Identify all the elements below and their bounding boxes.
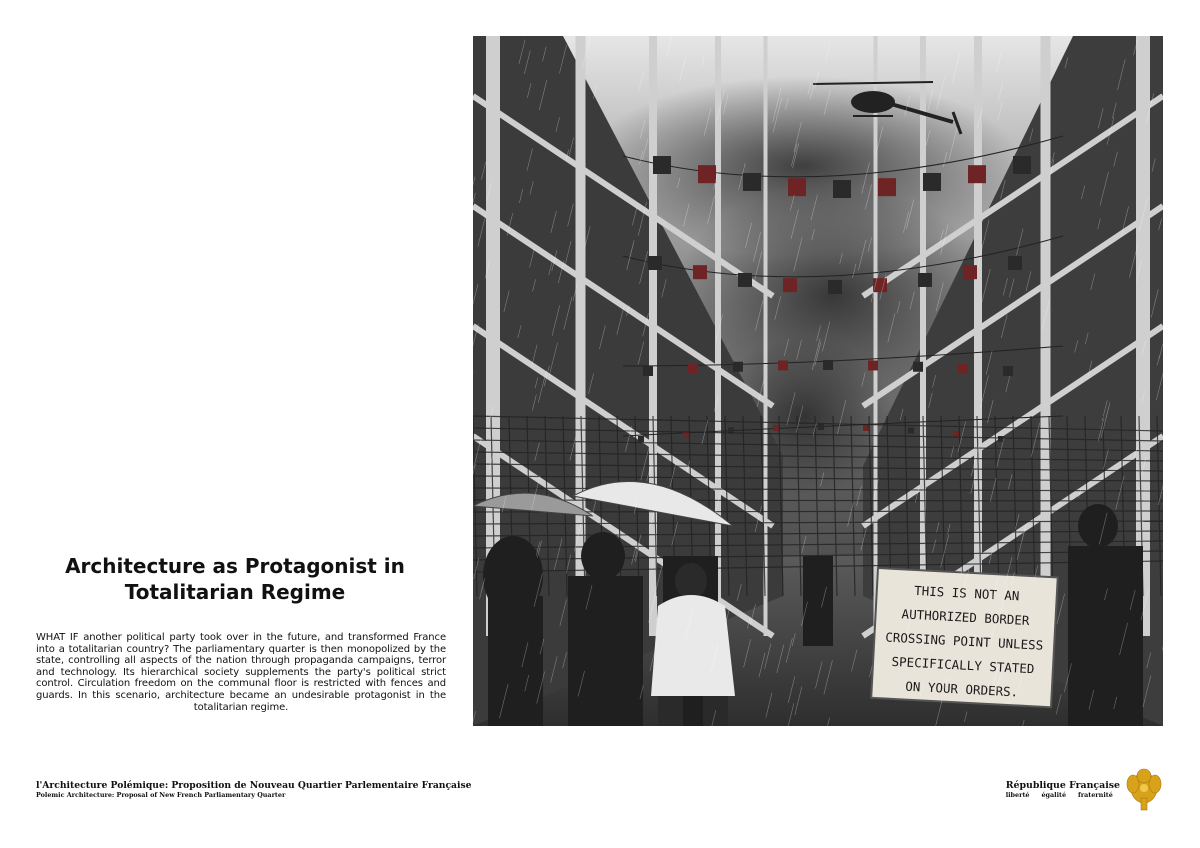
sign-text-line: THIS IS NOT AN bbox=[913, 582, 1020, 604]
motto-word: liberté bbox=[1005, 791, 1030, 799]
motto-word: fraternité bbox=[1078, 791, 1113, 799]
title-line-1: Architecture as Protagonist in bbox=[65, 554, 405, 578]
bunting-flag bbox=[643, 366, 653, 376]
bunting-flag bbox=[738, 273, 752, 287]
bunting-flag bbox=[693, 265, 707, 279]
bunting-flag bbox=[913, 362, 923, 372]
bunting-flag bbox=[698, 165, 716, 183]
bunting-flag bbox=[733, 362, 743, 372]
bunting-flag bbox=[863, 425, 869, 431]
republic-name: République Française bbox=[1005, 780, 1120, 791]
sign-text-line: CROSSING POINT UNLESS bbox=[884, 629, 1044, 653]
project-title-french: l'Architecture Polémique: Proposition de Nouveau Quartier Parlementaire Française bbox=[36, 780, 472, 791]
bunting-flag bbox=[823, 360, 833, 370]
page-title bbox=[40, 553, 430, 605]
republic-emblem-icon bbox=[1124, 768, 1164, 812]
bunting-flag bbox=[788, 178, 806, 196]
bunting-flag bbox=[653, 156, 671, 174]
bunting-flag bbox=[773, 425, 779, 431]
project-title-english: Polemic Architecture: Proposal of New French Parliamentary Quarter bbox=[36, 791, 286, 799]
bunting-flag bbox=[828, 280, 842, 294]
motto-word: égalité bbox=[1041, 791, 1067, 799]
bunting-flag bbox=[1003, 366, 1013, 376]
bunting-flag bbox=[743, 173, 761, 191]
bunting-flag bbox=[833, 180, 851, 198]
bunting-flag bbox=[638, 436, 644, 442]
bunting-flag bbox=[778, 360, 788, 370]
bunting-flag bbox=[878, 178, 896, 196]
bunting-flag bbox=[1013, 156, 1031, 174]
border-sign bbox=[871, 568, 1058, 707]
project-caption bbox=[36, 780, 472, 799]
bunting-flag bbox=[923, 173, 941, 191]
bunting-flag bbox=[818, 424, 824, 430]
bunting-flag bbox=[963, 265, 977, 279]
bunting-flag bbox=[648, 256, 662, 270]
sign-text-line: AUTHORIZED BORDER bbox=[901, 606, 1030, 628]
bunting-flag bbox=[918, 273, 932, 287]
sign-text-line: SPECIFICALLY STATED bbox=[891, 653, 1035, 677]
bunting-flag bbox=[968, 165, 986, 183]
description-text: WHAT IF another political party took over in the future, and transformed France into a totalitarian country? The parliamentary quarter is then monopolized by the state, controlling all aspects of the nation through propaganda campaigns, terror and technology. Its hierarchical society supplements the party's political strict control. Circulation freedom on the communal floor is restricted with fences and guards. In this scenario, architecture became an undesirable protagonist in the totalitarian regime. bbox=[36, 632, 446, 713]
bunting-flag bbox=[688, 364, 698, 374]
bunting-flag bbox=[908, 428, 914, 434]
bunting-flag bbox=[958, 364, 968, 374]
bunting-flag bbox=[868, 360, 878, 370]
sign-text-line: ON YOUR ORDERS. bbox=[905, 678, 1019, 700]
republic-motto bbox=[1006, 791, 1120, 799]
illustration bbox=[473, 36, 1163, 726]
title-line-2: Totalitarian Regime bbox=[124, 580, 346, 604]
bunting-flag bbox=[1008, 256, 1022, 270]
bunting-flag bbox=[783, 278, 797, 292]
republic-caption bbox=[1006, 780, 1120, 799]
